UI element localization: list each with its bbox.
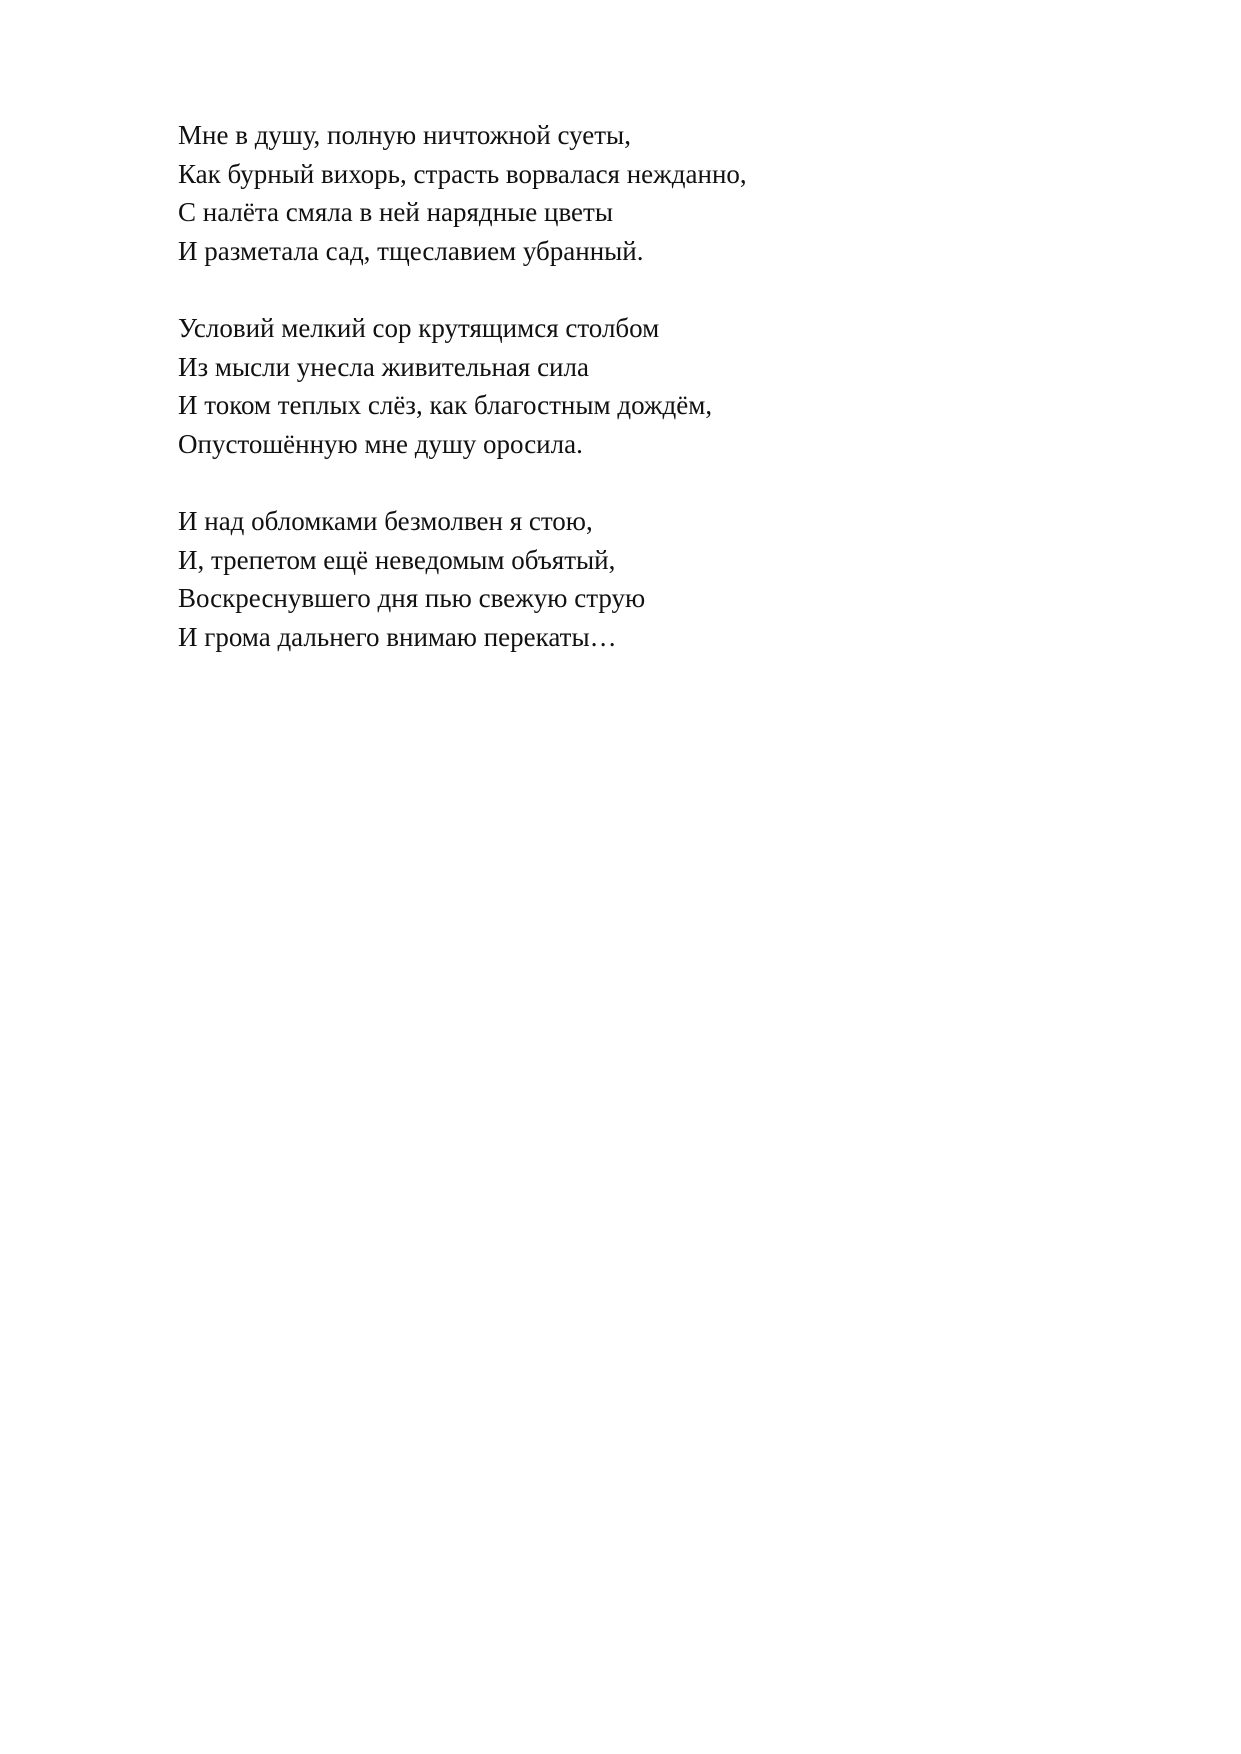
poem-line: И грома дальнего внимаю перекаты… [178, 621, 617, 652]
poem-line: Опустошённую мне душу оросила. [178, 428, 583, 459]
poem-line: Условий мелкий сор крутящимся столбом [178, 313, 660, 343]
poem-line: Воскреснувшего дня пью свежую струю [178, 583, 646, 613]
poem-line: И, трепетом ещё неведомым объятый, [178, 544, 616, 575]
stanza-2 [178, 309, 1078, 463]
poem-line: Из мысли унесла живительная сила [178, 351, 589, 382]
poem [178, 116, 1078, 695]
stanza-1 [178, 116, 1078, 270]
poem-line: С налёта смяла в ней нарядные цветы [178, 197, 613, 227]
stanza-3 [178, 502, 1078, 656]
poem-line: Мне в душу, полную ничтожной суеты, [178, 120, 631, 150]
poem-line: И над обломками безмолвен я стою, [178, 506, 593, 536]
poem-line: Как бурный вихорь, страсть ворвалася нежданно, [178, 158, 747, 189]
poem-line: И разметала сад, тщеславием убранный. [178, 235, 644, 266]
poem-line: И током теплых слёз, как благостным дождём, [178, 390, 713, 420]
